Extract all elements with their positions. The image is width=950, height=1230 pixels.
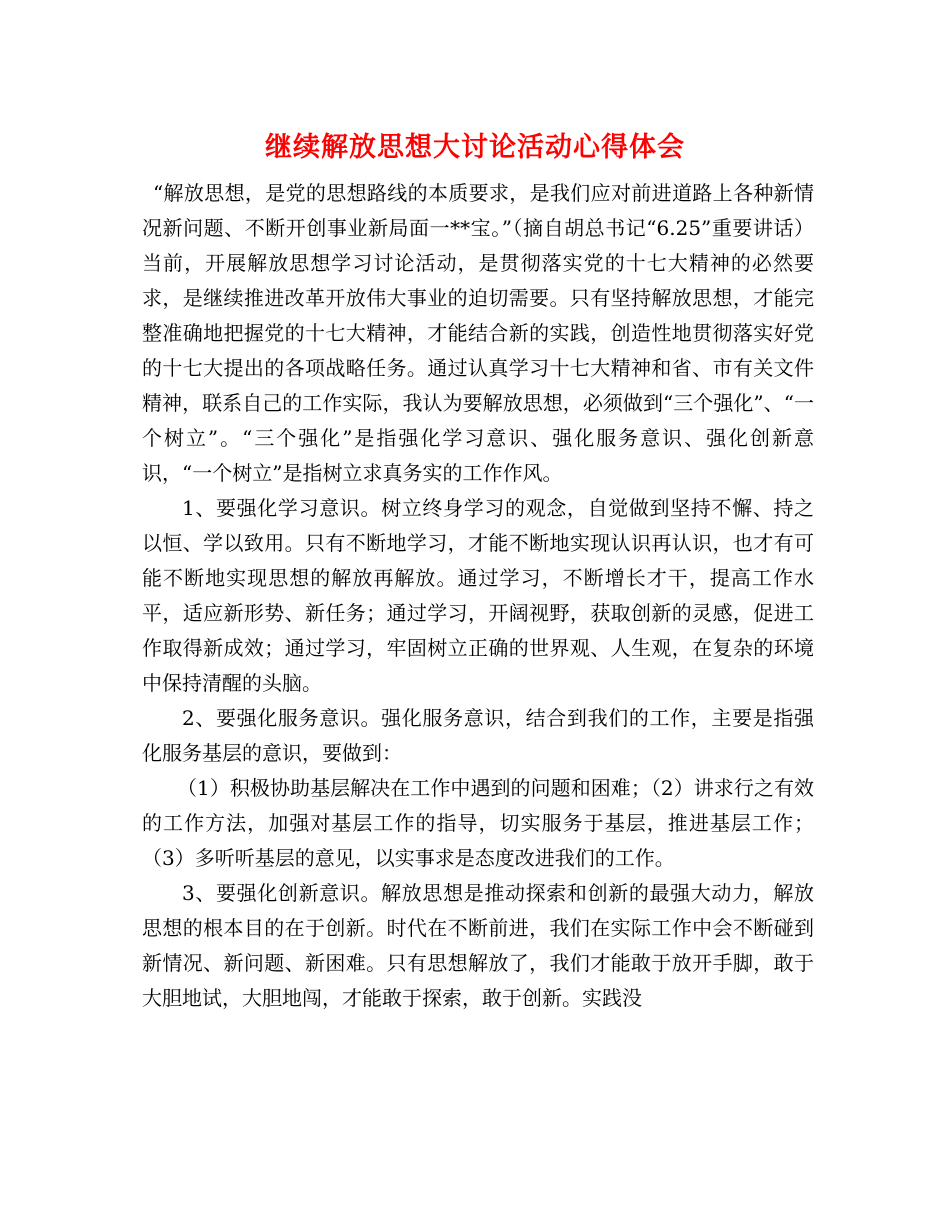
paragraph-innovation: 3、要强化创新意识。解放思想是推动探索和创新的最强大动力，解放思想的根本目的在于创新。时代在不断前进，我们在实际工作中会不断碰到新情况、新问题、新困难。只有思想解放了，我们才能敢于放开手脚，敢于大胆地试，大胆地闯，才能敢于探索，敢于创新。实践没 <box>142 881 814 1010</box>
document-body <box>142 176 814 1016</box>
paragraph-service-items: （1）积极协助基层解决在工作中遇到的问题和困难；（2）讲求行之有效的工作方法，加强对基层工作的指导，切实服务于基层，推进基层工作；（3）多听听基层的意见，以实事求是态度改进我们的工作。 <box>142 776 814 870</box>
paragraph-service: 2、要强化服务意识。强化服务意识，结合到我们的工作，主要是指强化服务基层的意识，要做到： <box>142 706 814 765</box>
paragraph-learning: 1、要强化学习意识。树立终身学习的观念，自觉做到坚持不懈、持之以恒、学以致用。只有不断地学习，才能不断地实现认识再认识，也才有可能不断地实现思想的解放再解放。通过学习，不断增长才干，提高工作水平，适应新形势、新任务；通过学习，开阔视野，获取创新的灵感，促进工作取得新成效；通过学习，牢固树立正确的世界观、人生观，在复杂的环境中保持清醒的头脑。 <box>142 496 814 695</box>
document-title: 继续解放思想大讨论活动心得体会 <box>265 132 685 163</box>
paragraph-intro: “解放思想，是党的思想路线的本质要求，是我们应对前进道路上各种新情况新问题、不断开创事业新局面一**宝。”（摘自胡总书记“6.25”重要讲话）当前，开展解放思想学习讨论活动，是贯彻落实党的十七大精神的必然要求，是继续推进改革开放伟大事业的迫切需要。只有坚持解放思想，才能完整准确地把握党的十七大精神，才能结合新的实践，创造性地贯彻落实好党的十七大提出的各项战略任务。通过认真学习十七大精神和省、市有关文件精神，联系自己的工作实际，我认为要解放思想，必须做到“三个强化”、“一个树立”。“三个强化”是指强化学习意识、强化服务意识、强化创新意识，“一个树立”是指树立求真务实的工作作风。 <box>142 181 814 485</box>
